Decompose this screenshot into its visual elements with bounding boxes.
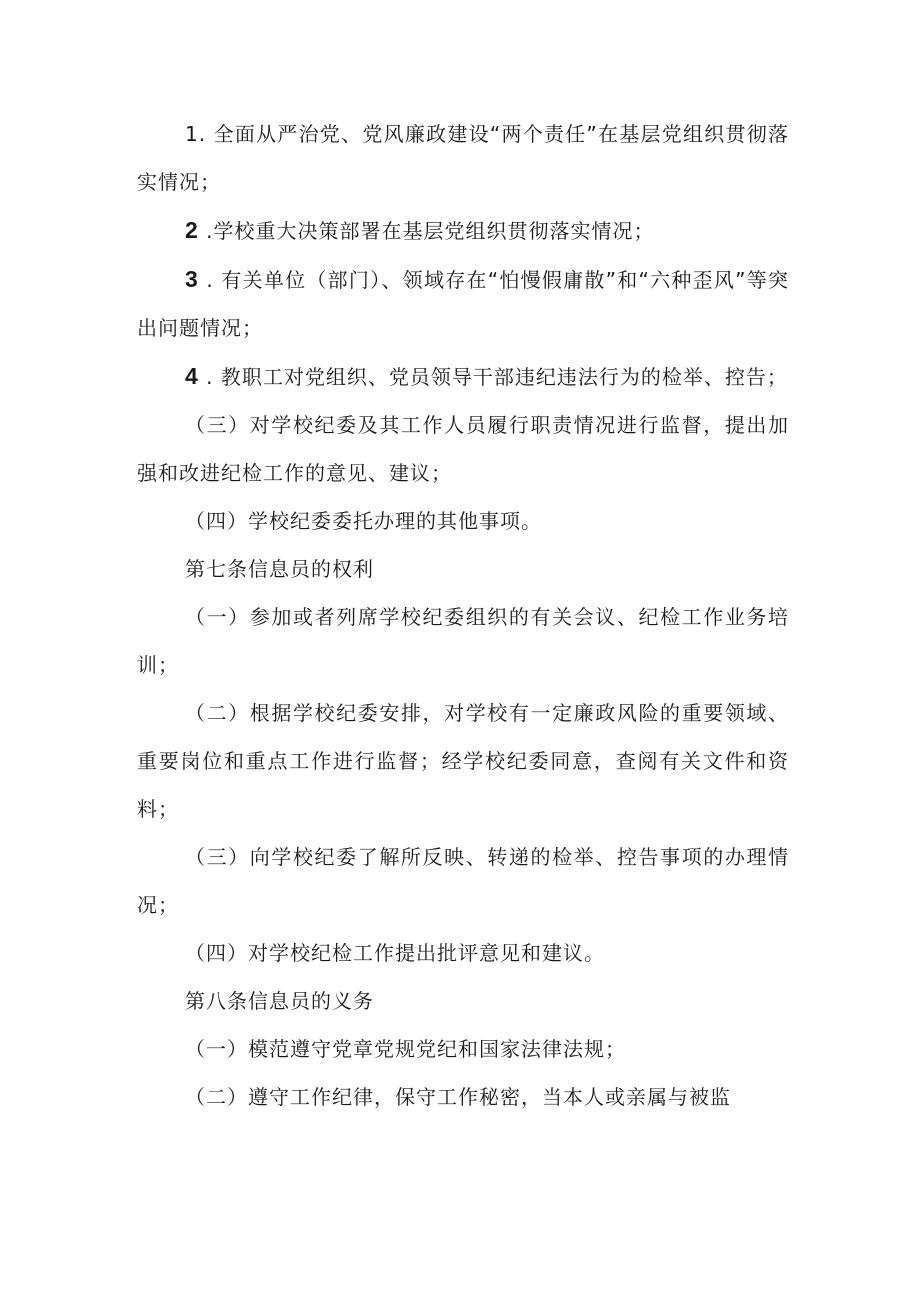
item-number: 4: [185, 363, 199, 389]
paragraph-item-1-1: 1. 全面从严治党、党风廉政建设“两个责任”在基层党组织贯彻落实情况；: [137, 122, 789, 194]
paragraph-text: . 有关单位（部门）、领域存在“怕慢假庸散”和“六种歪风”等突出问题情况；: [137, 268, 789, 340]
paragraph-text: .学校重大决策部署在基层党组织贯彻落实情况；: [198, 219, 655, 243]
paragraph-item-2: [137, 206, 789, 255]
paragraph-duty-2: （二）遵守工作纪律，保守工作秘密，当本人或亲属与被监: [185, 1085, 731, 1109]
paragraph-item-san: （三）对学校纪委及其工作人员履行职责情况进行监督，提出加强和改进纪检工作的意见、建议；: [137, 413, 789, 485]
document-body: [137, 110, 789, 1121]
article-8-heading: 第八条信息员的义务: [185, 989, 374, 1013]
item-number: 2: [185, 217, 199, 243]
paragraph-item-si: （四）学校纪委委托办理的其他事项。: [185, 509, 542, 533]
paragraph-right-3: （三）向学校纪委了解所反映、转递的检举、控告事项的办理情况；: [137, 845, 789, 917]
paragraph-item-4: [137, 352, 789, 401]
article-7-heading: 第七条信息员的权利: [185, 557, 374, 581]
paragraph-right-4: （四）对学校纪检工作提出批评意见和建议。: [185, 941, 605, 965]
paragraph-item-3: [137, 255, 789, 352]
paragraph-text: . 教职工对党组织、党员领导干部违纪违法行为的检举、控告；: [198, 365, 788, 389]
paragraph-right-1: （一）参加或者列席学校纪委组织的有关会议、纪检工作业务培训；: [137, 605, 789, 677]
paragraph-duty-1: （一）模范遵守党章党规党纪和国家法律法规；: [185, 1037, 626, 1061]
item-number: 3: [185, 266, 199, 292]
paragraph-right-2: （二）根据学校纪委安排，对学校有一定廉政风险的重要领域、重要岗位和重点工作进行监督；经学校纪委同意，查阅有关文件和资料；: [137, 701, 789, 821]
